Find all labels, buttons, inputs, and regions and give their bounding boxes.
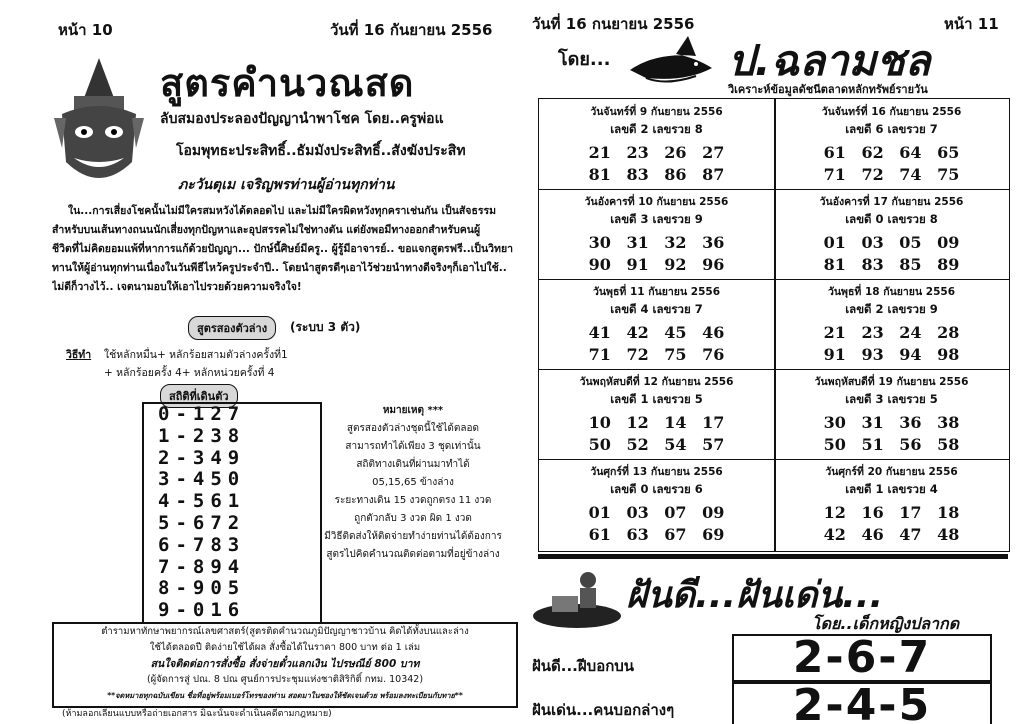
cell-lucky-numbers: เลขดี 3 เลขรวย 9	[610, 212, 703, 226]
schedule-cell	[539, 99, 774, 189]
schedule-cell	[539, 189, 774, 279]
footer-line: **จดหมายทุกฉบับเขียน ชื่อที่อยู่พร้อมเบอร์โทรของท่าน สอดมาในซองให้ชัดเจนด้วย พร้อมลงทะเบียนกับทาย**	[107, 691, 463, 700]
dream-2-number: 2-4-5	[732, 682, 992, 724]
cell-number-row: 21 23 24 28	[823, 323, 960, 342]
order-info-box	[52, 622, 518, 708]
schedule-cell	[539, 369, 774, 459]
intro-paragraph	[52, 202, 518, 297]
note-line: 05,15,65 ข้างล่าง	[372, 477, 454, 488]
code-item: 6-783	[158, 533, 246, 556]
cell-date: วันจันทร์ที่ 16 กันยายน 2556	[821, 106, 962, 118]
code-item: 0-127	[158, 403, 246, 425]
cell-date: วันพุธที่ 18 กันยายน 2556	[827, 286, 956, 298]
method-line: ใช้หลักหมื่น+ หลักร้อยสามตัวล่างครั้งที่1	[104, 349, 288, 361]
cell-number-row: 12 16 17 18	[823, 503, 960, 522]
cell-date: วันพฤหัสบดีที่ 19 กันยายน 2556	[814, 376, 969, 388]
note-title: หมายเหตุ ***	[382, 405, 444, 416]
cell-lucky-numbers: เลขดี 0 เลขรวย 6	[610, 482, 703, 496]
paragraph-line: ไม่ดีก็วางไว้.. เจตนามอบให้เอาไปรวยด้วยความจริงใจ!	[52, 281, 302, 293]
cell-number-row: 10 12 14 17	[588, 413, 725, 432]
thai-mask-illustration	[44, 58, 154, 196]
cell-date: วันศุกร์ที่ 20 กันยายน 2556	[825, 466, 958, 478]
right-page	[522, 0, 1024, 724]
footer-line: ใช้ได้ตลอดปี ติดง่ายใช้ได้ผล สั่งซื้อได้ในราคา 800 บาท ต่อ 1 เล่ม	[149, 642, 421, 653]
code-item: 3-450	[158, 468, 246, 491]
section-divider	[538, 554, 1008, 559]
schedule-cell	[774, 279, 1009, 369]
subtitle: ลับสมองประลองปัญญานำพาโชค โดย..ครูพ่อแ	[160, 111, 444, 127]
cell-number-row: 61 63 67 69	[588, 525, 725, 544]
mantra: โอมพุทธะประสิทธิ์..ธัมมังประสิทธิ์..สังฆังประสิท	[176, 143, 466, 159]
cell-number-row: 30 31 32 36	[588, 233, 725, 252]
cell-number-row: 90 91 92 96	[588, 255, 725, 274]
cell-date: วันอังคารที่ 17 กันยายน 2556	[819, 196, 964, 208]
cell-number-row: 91 93 94 98	[823, 345, 960, 364]
cell-number-row: 21 23 26 27	[588, 143, 725, 162]
system-label: (ระบบ 3 ตัว)	[290, 320, 361, 334]
footer-line: สนใจติดต่อการสั่งซื้อ สั่งจ่ายตั๋วแลกเงิน ไปรษณีย์ 800 บาท	[150, 658, 420, 670]
cell-lucky-numbers: เลขดี 1 เลขรวย 4	[845, 482, 938, 496]
cell-number-row: 81 83 85 89	[823, 255, 960, 274]
cell-number-row: 01 03 07 09	[588, 503, 725, 522]
dream-2-label: ฝันเด่น...คนบอกล่างๆ	[532, 701, 675, 719]
note-line: ถูกตัวกลับ 3 งวด ผิด 1 งวด	[354, 513, 472, 524]
code-item: 1-238	[158, 424, 246, 447]
copyright-notice: (ห้ามลอกเลียนแบบหรือถ่ายเอกสาร มิฉะนั้นจะดำเนินคดีตามกฎหมาย)	[62, 709, 332, 719]
note-line: สูตรไปคิดคำนวณติดต่อตามที่อยู่ข้างล่าง	[326, 549, 500, 560]
tagline: วิเคราะห์ข้อมูลดัชนีตลาดหลักทรัพย์รายวัน	[728, 83, 928, 96]
schedule-cell	[774, 189, 1009, 279]
cell-number-row: 50 52 54 57	[588, 435, 725, 454]
dream-1-number: 2-6-7	[732, 634, 992, 682]
cell-lucky-numbers: เลขดี 3 เลขรวย 5	[845, 392, 938, 406]
footer-line: ตำรามหาทักษาพยากรณ์เลขศาสตร์(สูตรติดคำนวณภูมิปัญญาชาวบ้าน คิดได้ทั้งบนและล่าง	[101, 626, 469, 637]
paragraph-line: ทานให้ผู้อ่านทุกท่านเนื่องในวันพีธีไหว้ครูประจำปี.. โดยนำสูตรดีๆเอาไว้ช่วยนำทางดีจริงๆก็เอาไปใช้..	[52, 262, 507, 274]
code-item: 9-016	[158, 599, 246, 622]
schedule-cell	[539, 459, 774, 549]
cell-date: วันอังคารที่ 10 กันยายน 2556	[584, 196, 729, 208]
footer-line: (ผู้จัดการสู่ ปณ. 8 ปณ ศูนย์การประชุมแห่งชาติสิริกิติ์ กทม. 10342)	[146, 674, 424, 685]
method-label: วิธีทำ	[66, 349, 92, 361]
greeting: ภะวันตุเม เจริญพรท่านผู้อ่านทุกท่าน	[178, 177, 395, 193]
paragraph-line: ใน...การเสี่ยงโชคนั้นไม่มีใครสมหวังได้ตลอดไป และไม่มีใครผิดหวังทุกคราเช่นกัน เป็นสัจธรรม	[68, 205, 497, 217]
paragraph-line: สำหรับบนเส้นทางถนนนักเสี่ยงทุกปัญหาและอุปสรรคไม่ใช่ทางตัน แต่ยังพอมีทางออกสำหรับคนผู้	[52, 224, 481, 236]
cell-lucky-numbers: เลขดี 2 เลขรวย 9	[845, 302, 938, 316]
cell-number-row: 61 62 64 65	[823, 143, 960, 162]
dream-author: โดย..เด็กหญิงปลากด	[812, 614, 960, 633]
cell-number-row: 41 42 45 46	[588, 323, 725, 342]
code-item: 5-672	[158, 511, 246, 534]
schedule-cell	[774, 459, 1009, 549]
dream-title: ฝันดี...ฝันเด่น...	[626, 575, 884, 616]
page-title: สูตรคำนวณสด	[160, 61, 415, 105]
method-line: + หลักร้อยครั้ง 4+ หลักหน่วยครั้งที่ 4	[104, 367, 275, 379]
note-line: สูตรสองตัวล่างชุดนี้ใช้ได้ตลอด	[346, 423, 480, 434]
cell-number-row: 71 72 74 75	[823, 165, 960, 184]
schedule-cell	[774, 369, 1009, 459]
schedule-cell	[539, 279, 774, 369]
cell-number-row: 50 51 56 58	[823, 435, 960, 454]
cell-lucky-numbers: เลขดี 2 เลขรวย 8	[610, 122, 703, 136]
cell-date: วันพุธที่ 11 กันยายน 2556	[592, 286, 721, 298]
cell-date: วันพฤหัสบดีที่ 12 กันยายน 2556	[579, 376, 734, 388]
cell-date: วันจันทร์ที่ 9 กันยายน 2556	[590, 106, 723, 118]
by-label: โดย...	[558, 49, 611, 70]
lottery-schedule-grid	[538, 98, 1010, 552]
cell-lucky-numbers: เลขดี 0 เลขรวย 8	[845, 212, 938, 226]
note-line: สถิติทางเดินที่ผ่านมาทำได้	[356, 459, 470, 470]
schedule-cell	[774, 99, 1009, 189]
cell-number-row: 01 03 05 09	[823, 233, 960, 252]
dreamer-illustration	[532, 566, 622, 630]
right-page-date: วันที่ 16 กนยายน 2556	[532, 15, 695, 33]
right-page-number: หน้า 11	[944, 15, 999, 33]
formula-badge: สูตรสองตัวล่าง	[188, 316, 276, 340]
code-item: 8-905	[158, 577, 246, 600]
note-line: สามารถทำได้เพียง 3 ชุดเท่านั้น	[345, 441, 481, 452]
code-item: 7-894	[158, 555, 246, 578]
shark-icon	[626, 30, 716, 90]
cell-lucky-numbers: เลขดี 1 เลขรวย 5	[610, 392, 703, 406]
brand-name: ป.ฉลามชล	[728, 36, 931, 85]
cell-number-row: 71 72 75 76	[588, 345, 725, 364]
code-item: 4-561	[158, 490, 246, 513]
stats-badge: สถิติที่เดินตัว	[160, 384, 238, 408]
dream-1-label: ฝันดี...ฝีบอกบน	[532, 657, 635, 675]
cell-number-row: 42 46 47 48	[823, 525, 960, 544]
note-line: ระยะทางเดิน 15 งวดถูกตรง 11 งวด	[334, 495, 492, 506]
cell-number-row: 81 83 86 87	[588, 165, 725, 184]
cell-lucky-numbers: เลขดี 6 เลขรวย 7	[845, 122, 938, 136]
note-block	[308, 402, 518, 564]
cell-date: วันศุกร์ที่ 13 กันยายน 2556	[590, 466, 723, 478]
cell-lucky-numbers: เลขดี 4 เลขรวย 7	[610, 302, 703, 316]
code-list-box	[142, 402, 322, 624]
left-page-number: หน้า 10	[58, 21, 113, 39]
note-line: มีวิธีติดส่งให้ติดจ่ายทำง่ายท่านได้ต้องการ	[324, 531, 502, 542]
cell-number-row: 30 31 36 38	[823, 413, 960, 432]
paragraph-line: ชีวิตที่ไม่คิดยอมแพ้ที่หาการแก้ด้วยปัญญา... ปักษ์นี้ศิษย์มีครู.. ผู้รู้มีอาจารย์.. ขอแจกสูตรฟรี..เป็นวิทยา	[52, 243, 514, 255]
code-item: 2-349	[158, 446, 246, 469]
left-page-date: วันที่ 16 กันยายน 2556	[330, 21, 493, 39]
